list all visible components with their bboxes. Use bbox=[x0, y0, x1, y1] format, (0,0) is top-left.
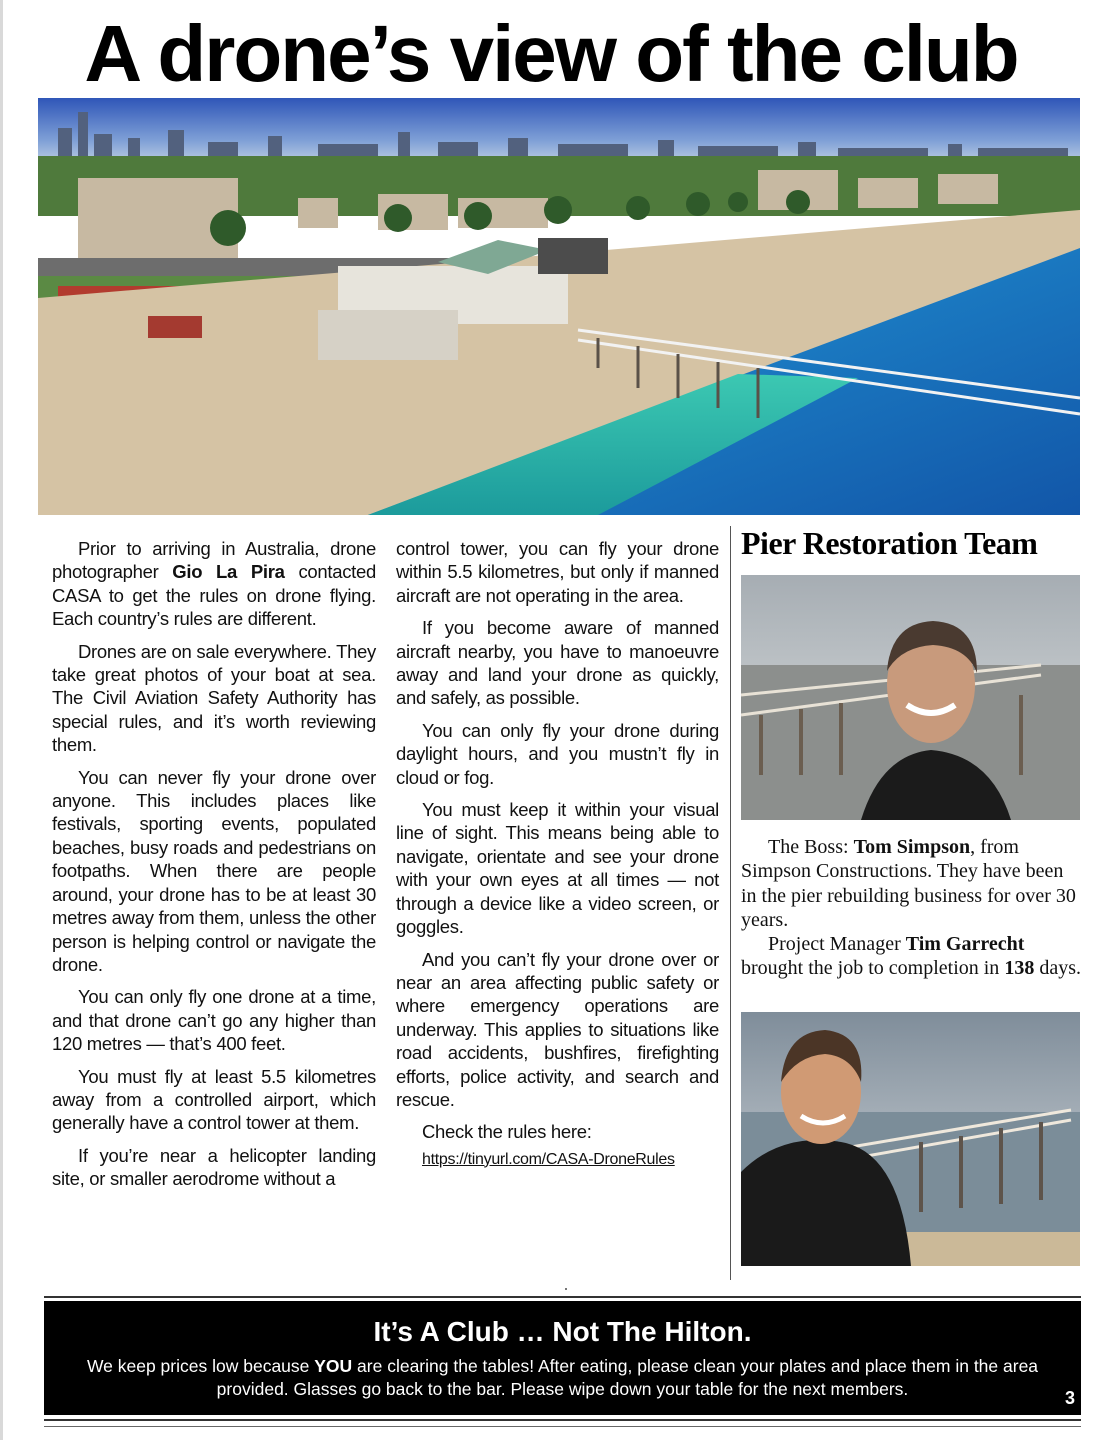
hero-aerial-photo bbox=[38, 98, 1080, 515]
sidebar-caption bbox=[741, 835, 1081, 981]
rules-lead: Check the rules here: bbox=[422, 1121, 592, 1143]
sidebar-title: Pier Restoration Team bbox=[741, 525, 1038, 561]
manager-name: Tim Garrecht bbox=[905, 933, 1025, 956]
footer-heading: It’s A Club … Not The Hilton. bbox=[373, 1316, 752, 1347]
footer-rule-top bbox=[44, 1296, 1081, 1298]
footer-rule-bottom bbox=[44, 1419, 1081, 1421]
photographer-name: Gio La Pira bbox=[172, 561, 285, 583]
article-column-2 bbox=[396, 537, 719, 1171]
article-para-6-cont: control tower, you can fly your drone within 5.5 kilometres, but only if manned aircraft are not operating in the area. bbox=[396, 538, 719, 606]
separator-dot bbox=[565, 1288, 567, 1290]
article-column-1 bbox=[52, 537, 376, 1200]
caption-boss: The Boss: Tom Simpson, from Simpson Constructions. They have been in the pier rebuilding business for over 30 years. bbox=[741, 836, 1076, 931]
footer-rule-bottom-thin bbox=[44, 1426, 1081, 1427]
page-title: A drone’s view of the club bbox=[84, 9, 1018, 98]
article-para-5: You must fly at least 5.5 kilometres away from a controlled airport, which generally have a control tower at them. bbox=[52, 1065, 376, 1134]
caption-project-manager: Project Manager Tim Garrecht brought the job to completion in 138 days. bbox=[741, 933, 1081, 980]
footer-message-emphasis: YOU bbox=[314, 1356, 353, 1376]
article-para-7: If you become aware of manned aircraft nearby, you have to manoeuvre away and land your drone as quickly, and safely, as possible. bbox=[396, 617, 719, 709]
page-number: 3 bbox=[1064, 1388, 1075, 1408]
article-para-6: If you’re near a helicopter landing site, or smaller aerodrome without a bbox=[52, 1144, 376, 1190]
days-count: 138 bbox=[1004, 957, 1035, 980]
article-para-1: Prior to arriving in Australia, drone photographer Gio La Pira contacted CASA to get the rules on drone flying. Each country’s rules are different. bbox=[52, 538, 376, 630]
article-para-2: Drones are on sale everywhere. They take great photos of your boat at sea. The Civil Aviation Safety Authority has special rules, and it’s worth reviewing them. bbox=[52, 640, 376, 756]
article-para-9: You must keep it within your visual line of sight. This means being able to navigate, orientate and see your drone with your own eyes at all times — not through a device like a video screen, or goggles. bbox=[396, 799, 719, 938]
tom-simpson-photo bbox=[741, 575, 1080, 820]
footer-banner bbox=[44, 1301, 1081, 1415]
footer-message: We keep prices low because YOU are clearing the tables! After eating, please clean your plates and place them in the area provided. Glasses go back to the bar. Please wipe down your table for the next members. bbox=[86, 1356, 1039, 1399]
boss-name: Tom Simpson bbox=[853, 836, 971, 858]
article-para-4: You can only fly one drone at a time, and that drone can’t go any higher than 120 metres — that’s 400 feet. bbox=[52, 986, 376, 1055]
tim-garrecht-photo bbox=[741, 1012, 1080, 1266]
article-para-10: And you can’t fly your drone over or near an area affecting public safety or where emergency operations are underway. This applies to situations like road accidents, bushfires, firefighting efforts, police activity, and search and rescue. bbox=[396, 948, 719, 1110]
page-edge bbox=[0, 0, 3, 1440]
casa-rules-link[interactable]: https://tinyurl.com/CASA-DroneRules bbox=[422, 1150, 675, 1168]
column-divider bbox=[730, 526, 731, 1280]
article-para-3: You can never fly your drone over anyone. This includes places like festivals, sporting events, populated beaches, busy roads and pedestrians on footpaths. When there are people around, your drone has to be at least 30 metres away from them, unless the other person is helping control or navigate the drone. bbox=[52, 766, 376, 975]
article-para-8: You can only fly your drone during daylight hours, and you mustn’t fly in cloud or fog. bbox=[396, 719, 719, 788]
